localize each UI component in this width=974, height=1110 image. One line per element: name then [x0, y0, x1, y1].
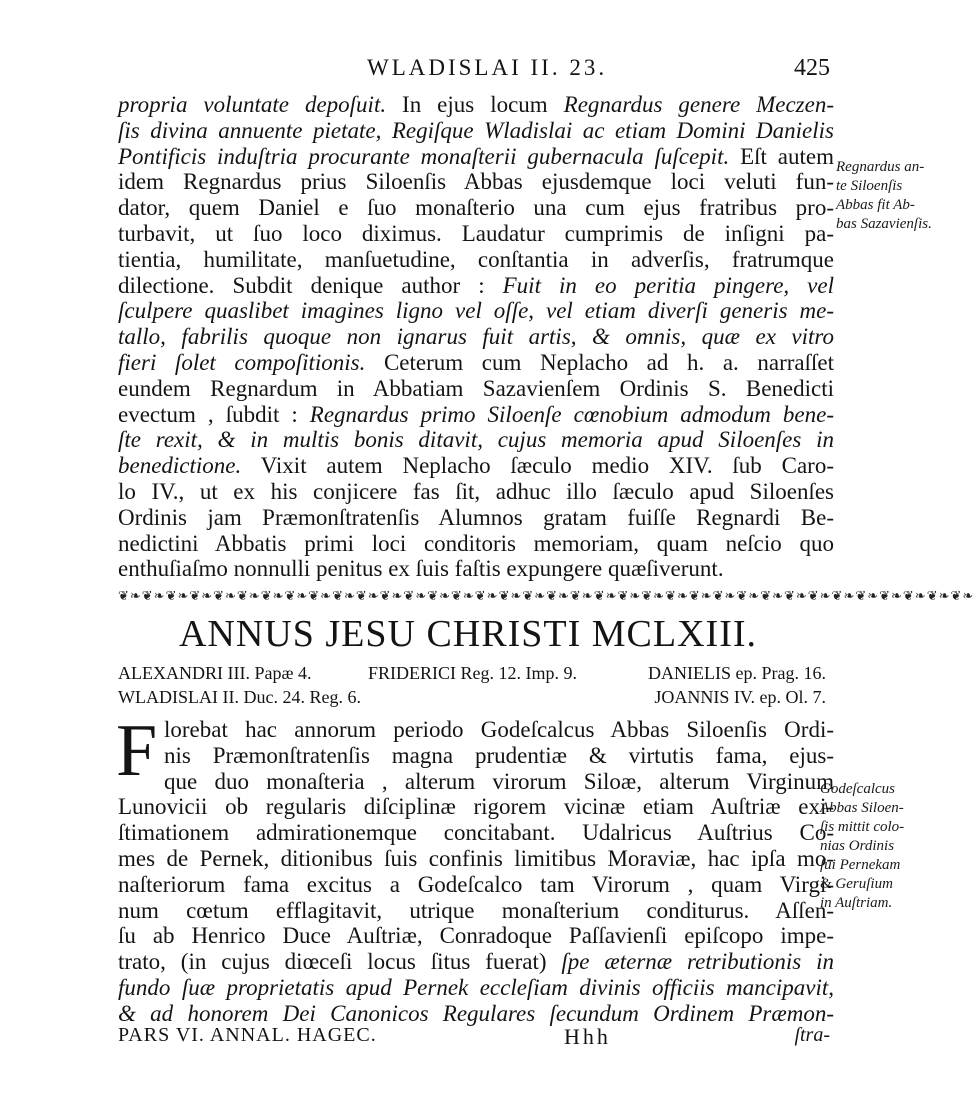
text-line	[118, 923, 834, 949]
margin-note-line: Abbas Siloen-	[820, 800, 904, 816]
roman-segment: Lunovicii ob regularis diſciplinæ rigorem vicinæ etiam Auſtriæ exi-	[118, 794, 834, 820]
text-line	[118, 794, 834, 820]
text-line	[118, 872, 834, 898]
text-line	[118, 324, 834, 350]
roman-segment: que duo monaſteria , alterum virorum Siloæ, alterum Virginum	[164, 768, 834, 794]
running-header	[112, 55, 830, 85]
roman-segment: lo IV., ut ex his conjicere fas ſit, adhuc illo ſæculo apud Siloenſes	[118, 478, 834, 504]
roman-segment: lorebat hac annorum periodo Godeſcalcus Abbas Siloenſis Ordi-	[164, 717, 834, 742]
text-line	[118, 717, 834, 743]
paragraph-regnardus	[118, 92, 834, 582]
margin-note-line: ſis mittit colo-	[820, 819, 905, 835]
year-heading: ANNUS JESU CHRISTI MCLXIII.	[178, 613, 758, 655]
reign-duke: WLADISLAI II. Duc. 24. Reg. 6.	[118, 687, 361, 707]
text-line	[118, 531, 834, 557]
drop-cap: F	[116, 710, 158, 792]
italic-segment: & ad honorem Dei Canonicos Regulares ſecundum Ordinem Præmon-	[118, 1000, 834, 1026]
italic-segment: ſculpere quaslibet imagines ligno vel oſſe, vel etiam diverſi generis me-	[118, 298, 834, 324]
roman-segment: turbavit, ut ſuo loco diximus. Laudatur cumprimis de inſigni pa-	[118, 220, 834, 246]
italic-segment: Regnardus genere Meczen-	[563, 92, 835, 117]
text-line	[118, 949, 834, 975]
reign-bishop-olomouc: JOANNIS IV. ep. Ol. 7.	[654, 687, 826, 707]
italic-segment: ſte rexit, & in multis bonis ditavit, cujus memoria apud Siloenſes in	[118, 427, 834, 453]
margin-note-line: Abbas fit Ab-	[836, 197, 915, 213]
italic-segment: Fuit in eo peritia pingere, vel	[502, 272, 834, 298]
roman-segment: Ceterum cum Neplacho ad h. a. narraſſet	[365, 349, 834, 375]
text-line	[118, 505, 834, 531]
text-line	[118, 350, 834, 376]
roman-segment: naſteriorum fama excitus a Godeſcalco tam Virorum , quam Virgi-	[118, 871, 834, 897]
roman-segment: Vixit autem Neplacho ſæculo medio XIV. ſub Caro-	[241, 453, 834, 479]
roman-segment: evectum , ſubdit :	[118, 401, 310, 427]
text-line	[118, 298, 834, 324]
roman-segment: tientia, humilitate, manſuetudine, conſtantia in adverſis, fratrumque	[118, 246, 834, 272]
text-line	[118, 247, 834, 273]
roman-segment: nis Præmonſtratenſis magna prudentiæ & virtutis fama, ejus-	[164, 742, 834, 768]
margin-note-line: bas Sazavienſis.	[836, 216, 932, 232]
roman-segment: nedictini Abbatis primi loci conditoris memoriam, quam neſcio quo	[118, 530, 834, 556]
margin-note-godescalcus	[820, 780, 940, 913]
roman-segment: ſtimationem admirationemque concitabant. Udalricus Auſtrius Co-	[118, 820, 834, 846]
text-line	[118, 221, 834, 247]
roman-segment: dator, quem Daniel e ſuo monaſterio una cum ejus fratribus pro-	[118, 195, 834, 221]
margin-note-line: te Siloenſis	[836, 178, 903, 194]
paragraph-godescalcus	[118, 717, 834, 1027]
footer-signature: PARS VI. ANNAL. HAGEC.	[118, 1024, 377, 1046]
text-line	[118, 743, 834, 769]
text-line	[118, 169, 834, 195]
reign-pope: ALEXANDRI III. Papæ 4.	[118, 663, 312, 683]
italic-segment: Regnardus primo Siloenſe cœnobium admodum bene-	[309, 401, 834, 427]
roman-segment: ſu ab Henrico Duce Auſtriæ, Conradoque Paſſavienſi epiſcopo impe-	[118, 923, 834, 949]
italic-segment: propria voluntate depoſuit.	[118, 92, 387, 117]
footer-catchword: ſtra-	[794, 1024, 830, 1046]
roman-segment: dilectione. Subdit denique author :	[118, 272, 503, 298]
text-line	[118, 556, 834, 582]
italic-segment: ſpe æternæ retributionis in	[561, 949, 834, 975]
roman-segment: Eſt autem	[729, 143, 834, 169]
text-line	[118, 453, 834, 479]
margin-note-line: nias Ordinis	[820, 838, 895, 854]
margin-note-line: ſui Pernekam	[820, 857, 901, 873]
text-line	[118, 195, 834, 221]
reign-emperor: FRIDERICI Reg. 12. Imp. 9.	[368, 663, 577, 683]
margin-note-line: in Auſtriam.	[820, 895, 893, 911]
footer-gathering-mark: Hhh	[564, 1024, 611, 1049]
roman-segment: idem Regnardus prius Siloenſis Abbas ejusdemque loci veluti fun-	[118, 169, 834, 195]
page-number: 425	[794, 55, 830, 81]
roman-segment: enthuſiaſmo nonnulli penitus ex ſuis faſtis expungere quæſiverunt.	[118, 556, 724, 582]
italic-segment: tallo, fabrilis quoque non ignarus fuit artis, & omnis, quæ ex vitro	[118, 324, 834, 350]
roman-segment: eundem Regnardum in Abbatiam Sazavienſem Ordinis S. Benedicti	[118, 375, 834, 401]
text-line	[118, 144, 834, 170]
text-line	[118, 846, 834, 872]
text-line	[118, 479, 834, 505]
italic-segment: fieri ſolet compoſitionis.	[118, 349, 366, 375]
text-line	[118, 376, 834, 402]
text-line	[118, 92, 834, 118]
roman-segment: Ordinis jam Præmonſtratenſis Alumnos gratam fuiſſe Regnardi Be-	[118, 504, 834, 530]
italic-segment: ſis divina annuente pietate, Regiſque Wladislai ac etiam Domini Danielis	[118, 117, 834, 143]
text-line	[118, 975, 834, 1001]
running-title: WLADISLAI II. 23.	[367, 55, 608, 80]
text-line	[118, 273, 834, 299]
text-line	[118, 820, 834, 846]
margin-note-line: Godeſcalcus	[820, 781, 895, 797]
text-line	[118, 898, 834, 924]
roman-segment: trato, (in cujus diœceſi locus ſitus fuerat)	[118, 949, 562, 975]
margin-note-regnardus	[836, 158, 940, 234]
text-line	[118, 769, 834, 795]
text-line	[118, 427, 834, 453]
roman-segment: In ejus locum	[386, 92, 564, 117]
roman-segment: num cœtum efflagitavit, utrique monaſterium conditurus. Aſſen-	[118, 897, 834, 923]
italic-segment: fundo ſuæ proprietatis apud Pernek eccleſiam divinis officiis mancipavit,	[118, 974, 834, 1000]
margin-note-line: Regnardus an-	[836, 159, 925, 175]
text-line	[118, 1001, 834, 1027]
italic-segment: benedictione.	[118, 453, 242, 479]
margin-note-line: & Geruſium	[820, 876, 893, 892]
page-footer	[118, 1024, 830, 1054]
italic-segment: Pontificis induſtria procurante monaſterii gubernacula ſuſcepit.	[118, 143, 730, 169]
roman-segment: mes de Pernek, ditionibus ſuis confinis limitibus Moraviæ, hac ipſa mo-	[118, 845, 834, 871]
text-line	[118, 402, 834, 428]
ornament-divider: ❦❧❦❧❦❧❦❧❦❧❦❧❦❧❦❧❦❧❦❧❦❧❦❧❦❧❦❧❦❧❦❧❦❧❦❧❦❧❦❧❦❧❦❧❦❧❦❧❦❧❦❧❦❧❦❧❦❧❦❧❦❧❦❧❦❧❦❧❦❧❦❧	[118, 588, 974, 603]
text-line	[118, 118, 834, 144]
reign-bishop-prague: DANIELIS ep. Prag. 16.	[648, 663, 826, 683]
